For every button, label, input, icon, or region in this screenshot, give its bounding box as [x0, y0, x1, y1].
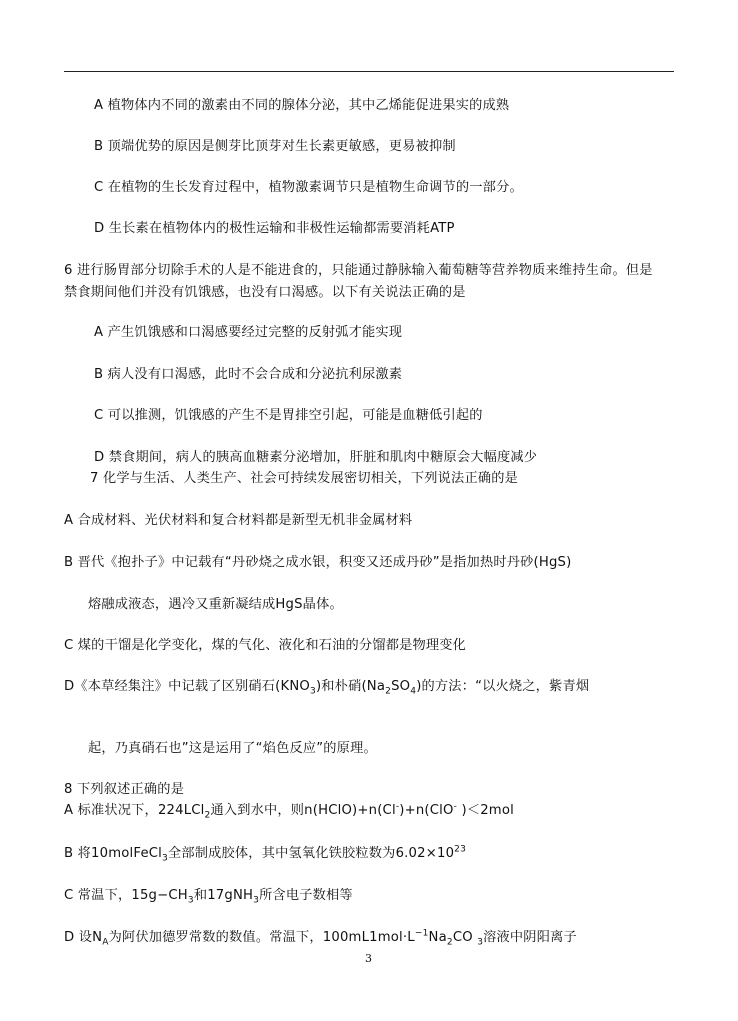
q5-option-c: C 在植物的生长发育过程中，植物激素调节只是植物生命调节的一部分。 — [94, 180, 523, 195]
q6-stem-line2: 禁食期间他们并没有饥饿感，也没有口渴感。以下有关说法正确的是 — [64, 285, 466, 300]
q7-option-b-line2: 熔融成液态，遇冷又重新凝结成HgS晶体。 — [88, 597, 343, 612]
q7-option-b-line1: B 晋代《抱扑子》中记载有“丹砂烧之成水银，积变又还成丹砂”是指加热时丹砂(HgS) — [64, 555, 572, 570]
q6-option-d: D 禁食期间，病人的胰高血糖素分泌增加，肝脏和肌肉中糖原会大幅度减少 — [94, 450, 538, 465]
q5-option-b: B 顶端优势的原因是侧芽比顶芽对生长素更敏感，更易被抑制 — [94, 139, 456, 154]
q7-option-c: C 煤的干馏是化学变化，煤的气化、液化和石油的分馏都是物理变化 — [64, 638, 467, 653]
q8-stem: 8 下列叙述正确的是 — [64, 782, 185, 797]
q6-stem-line1: 6 进行肠胃部分切除手术的人是不能进食的，只能通过静脉输入葡萄糖等营养物质来维持生命。但是 — [64, 263, 653, 278]
q5-option-a: A 植物体内不同的激素由不同的腺体分泌，其中乙烯能促进果实的成熟 — [94, 98, 510, 113]
q6-option-b: B 病人没有口渴感，此时不会合成和分泌抗利尿激素 — [94, 367, 403, 382]
q6-option-c: C 可以推测，饥饿感的产生不是胃排空引起，可能是血糖低引起的 — [94, 408, 483, 423]
header-rule — [64, 71, 674, 72]
q8-option-a: A 标准状况下，224LCl$_2$通入到水中，则n(HClO)+n(Cl-)+n(ClO- )＜2mol — [64, 801, 514, 821]
q8-option-d: D 设$N_A$为阿伏加德罗常数的数值。常温下，$100mL1mol\cdot L^{-1}Na_2CO$ $_3$溶液中阴阳离子 — [64, 928, 577, 948]
page-number: 3 — [365, 952, 373, 965]
q7-option-d-line1: D《本草经集注》中记载了区别硝石$(KNO_3)$和朴硝$(Na_2SO_4)$的方法：“以火烧之，紫青烟 — [64, 679, 590, 697]
q7-option-a: A 合成材料、光伏材料和复合材料都是新型无机非金属材料 — [64, 513, 413, 528]
q7-stem: 7 化学与生活、人类生产、社会可持续发展密切相关，下列说法正确的是 — [90, 471, 518, 486]
q8-option-b: B 将10molFeCl$_3$全部制成胶体，其中氢氧化铁胶粒数为$6.02\times 10^{23}$ — [64, 844, 467, 864]
q5-option-d: D 生长素在植物体内的极性运输和非极性运输都需要消耗ATP — [94, 221, 455, 236]
q7-option-d-line2: 起，乃真硝石也”这是运用了“焰色反应”的原理。 — [88, 741, 377, 756]
q8-option-c: C 常温下，$15g-CH_3$和17gNH$_3$所含电子数相等 — [64, 888, 353, 906]
q6-option-a: A 产生饥饿感和口渴感要经过完整的反射弧才能实现 — [94, 325, 403, 340]
